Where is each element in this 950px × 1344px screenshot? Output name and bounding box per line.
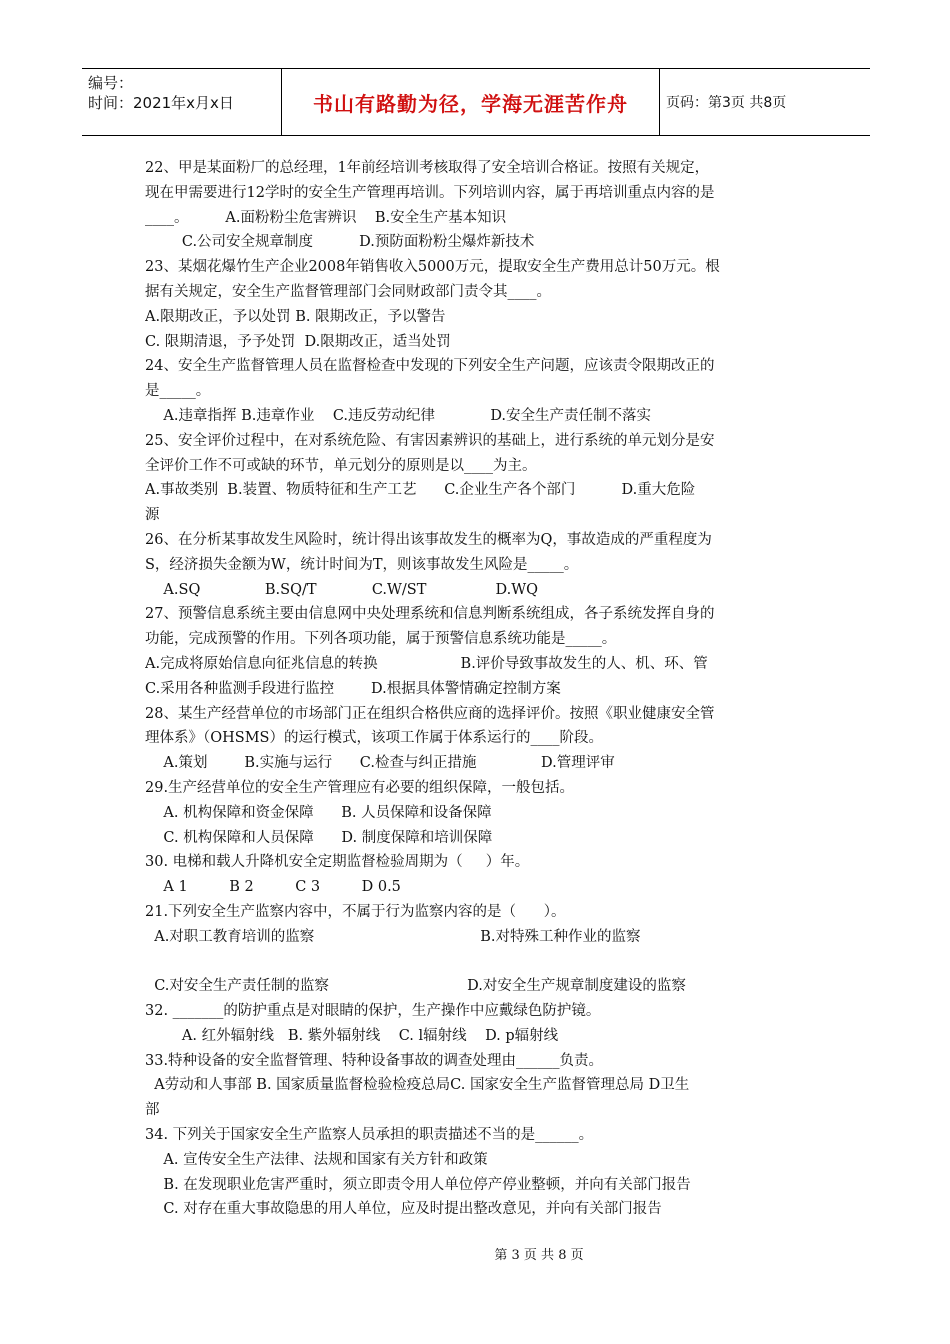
text-line: 部 [145,1102,160,1119]
text-line: 功能，完成预警的作用。下列各项功能，属于预警信息系统功能是_____。 [145,631,617,648]
text-line: B. 在发现职业危害严重时，须立即责令用人单位停产停业整顿，并向有关部门报告 [145,1176,691,1193]
footer-page-number: 第 3 页 共 8 页 [494,1248,584,1263]
text-line: 22、甲是某面粉厂的总经理，1年前经培训考核取得了安全培训合格证。按照有关规定， [145,160,710,176]
text-line: 全评价工作不可或缺的环节，单元划分的原则是以____为主。 [145,457,537,474]
header-motto: 书山有路勤为径，学海无涯苦作舟 [282,69,660,135]
text-line: 27、预警信息系统主要由信息网中央处理系统和信息判断系统组成，各子系统发挥自身的 [145,606,715,623]
text-line: A.对职工教育培训的监察 B.对特殊工种作业的监察 [145,928,641,945]
text-line: 24、安全生产监督管理人员在监督检查中发现的下列安全生产问题，应该责令限期改正的 [145,358,715,375]
text-line: 据有关规定，安全生产监督管理部门会同财政部门责令其____。 [145,283,551,300]
text-line: 28、某生产经营单位的市场部门正在组织合格供应商的选择评价。按照《职业健康安全管 [145,705,715,722]
text-line: C. 对存在重大事故隐患的用人单位，应及时提出整改意见，并向有关部门报告 [145,1201,662,1218]
text-line: 是_____。 [145,383,211,400]
text-line: C.采用各种监测手段进行监控 D.根据具体警情确定控制方案 [145,680,561,697]
text-line: 源 [145,507,160,524]
text-line: A. 红外辐射线 B. 紫外辐射线 C. l辐射线 D. p辐射线 [145,1027,559,1044]
text-line: 26、在分析某事故发生风险时，统计得出该事故发生的概率为Q，事故造成的严重程度为 [145,531,712,548]
text-line: 32. _______的防护重点是对眼睛的保护，生产操作中应戴绿色防护镜。 [145,1003,601,1020]
text-line: C. 机构保障和人员保障 D. 制度保障和培训保障 [145,829,493,846]
text-line: A劳动和人事部 B. 国家质量监督检验检疫总局C. 国家安全生产监督管理总局 D卫生 [145,1077,690,1094]
text-line: A.限期改正，予以处罚 B. 限期改正，予以警告 [145,308,446,325]
text-line: 34. 下列关于国家安全生产监察人员承担的职责描述不当的是______。 [145,1127,594,1144]
text-line: C.公司安全规章制度 D.预防面粉粉尘爆炸新技术 [145,234,535,251]
header-meta-cell [82,69,282,135]
text-line: 30. 电梯和载人升降机安全定期监督检验周期为（ ）年。 [145,854,530,871]
text-line: C. 限期清退，予予处罚 D.限期改正，适当处罚 [145,333,451,350]
text-line: A.完成将原始信息向征兆信息的转换 B.评价导致事故发生的人、机、环、管 [145,655,708,672]
text-line: A 1 B 2 C 3 D 0.5 [145,879,401,896]
text-line: A.SQ B.SQ/T C.W/ST D.WQ [145,581,539,598]
blank-line [145,950,807,975]
text-line: 理体系》（OHSMS）的运行模式，该项工作属于体系运行的____阶段。 [145,730,603,747]
text-line: C.对安全生产责任制的监察 D.对安全生产规章制度建设的监察 [145,978,686,995]
text-line: 23、某烟花爆竹生产企业2008年销售收入5000万元，提取安全生产费用总计50万元。根 [145,259,720,276]
text-line: 21.下列安全生产监察内容中，不属于行为监察内容的是（ ）。 [145,903,566,920]
document-number-label: 编号： [88,74,134,92]
document-body [145,156,807,1222]
text-line: 现在甲需要进行12学时的安全生产管理再培训。下列培训内容，属于再培训重点内容的是 [145,184,715,201]
text-line: A. 机构保障和资金保障 B. 人员保障和设备保障 [145,804,492,821]
header-table [82,68,870,136]
text-line: 29.生产经营单位的安全生产管理应有必要的组织保障，一般包括。 [145,779,575,796]
text-line: A.事故类别 B.装置、物质特征和生产工艺 C.企业生产各个部门 D.重大危险 [145,482,696,499]
text-line: A.违章指挥 B.违章作业 C.违反劳动纪律 D.安全生产责任制不落实 [145,407,652,424]
document-date-label: 时间：2021年x月x日 [88,94,234,112]
text-line: A. 宣传安全生产法律、法规和国家有关方针和政策 [145,1151,488,1168]
text-line: A.策划 B.实施与运行 C.检查与纠正措施 D.管理评审 [145,755,615,772]
text-line: 25、安全评价过程中，在对系统危险、有害因素辨识的基础上，进行系统的单元划分是安 [145,432,715,449]
page-footer [0,1244,950,1263]
text-line: 33.特种设备的安全监督管理、特种设备事故的调查处理由______负责。 [145,1052,604,1069]
text-line: ____。 A.面粉粉尘危害辨识 B.安全生产基本知识 [145,209,507,226]
header-page-info: 页码：第3页 共8页 [666,95,787,111]
text-line: S，经济损失金额为W，统计时间为T，则该事故发生风险是_____。 [145,556,579,573]
